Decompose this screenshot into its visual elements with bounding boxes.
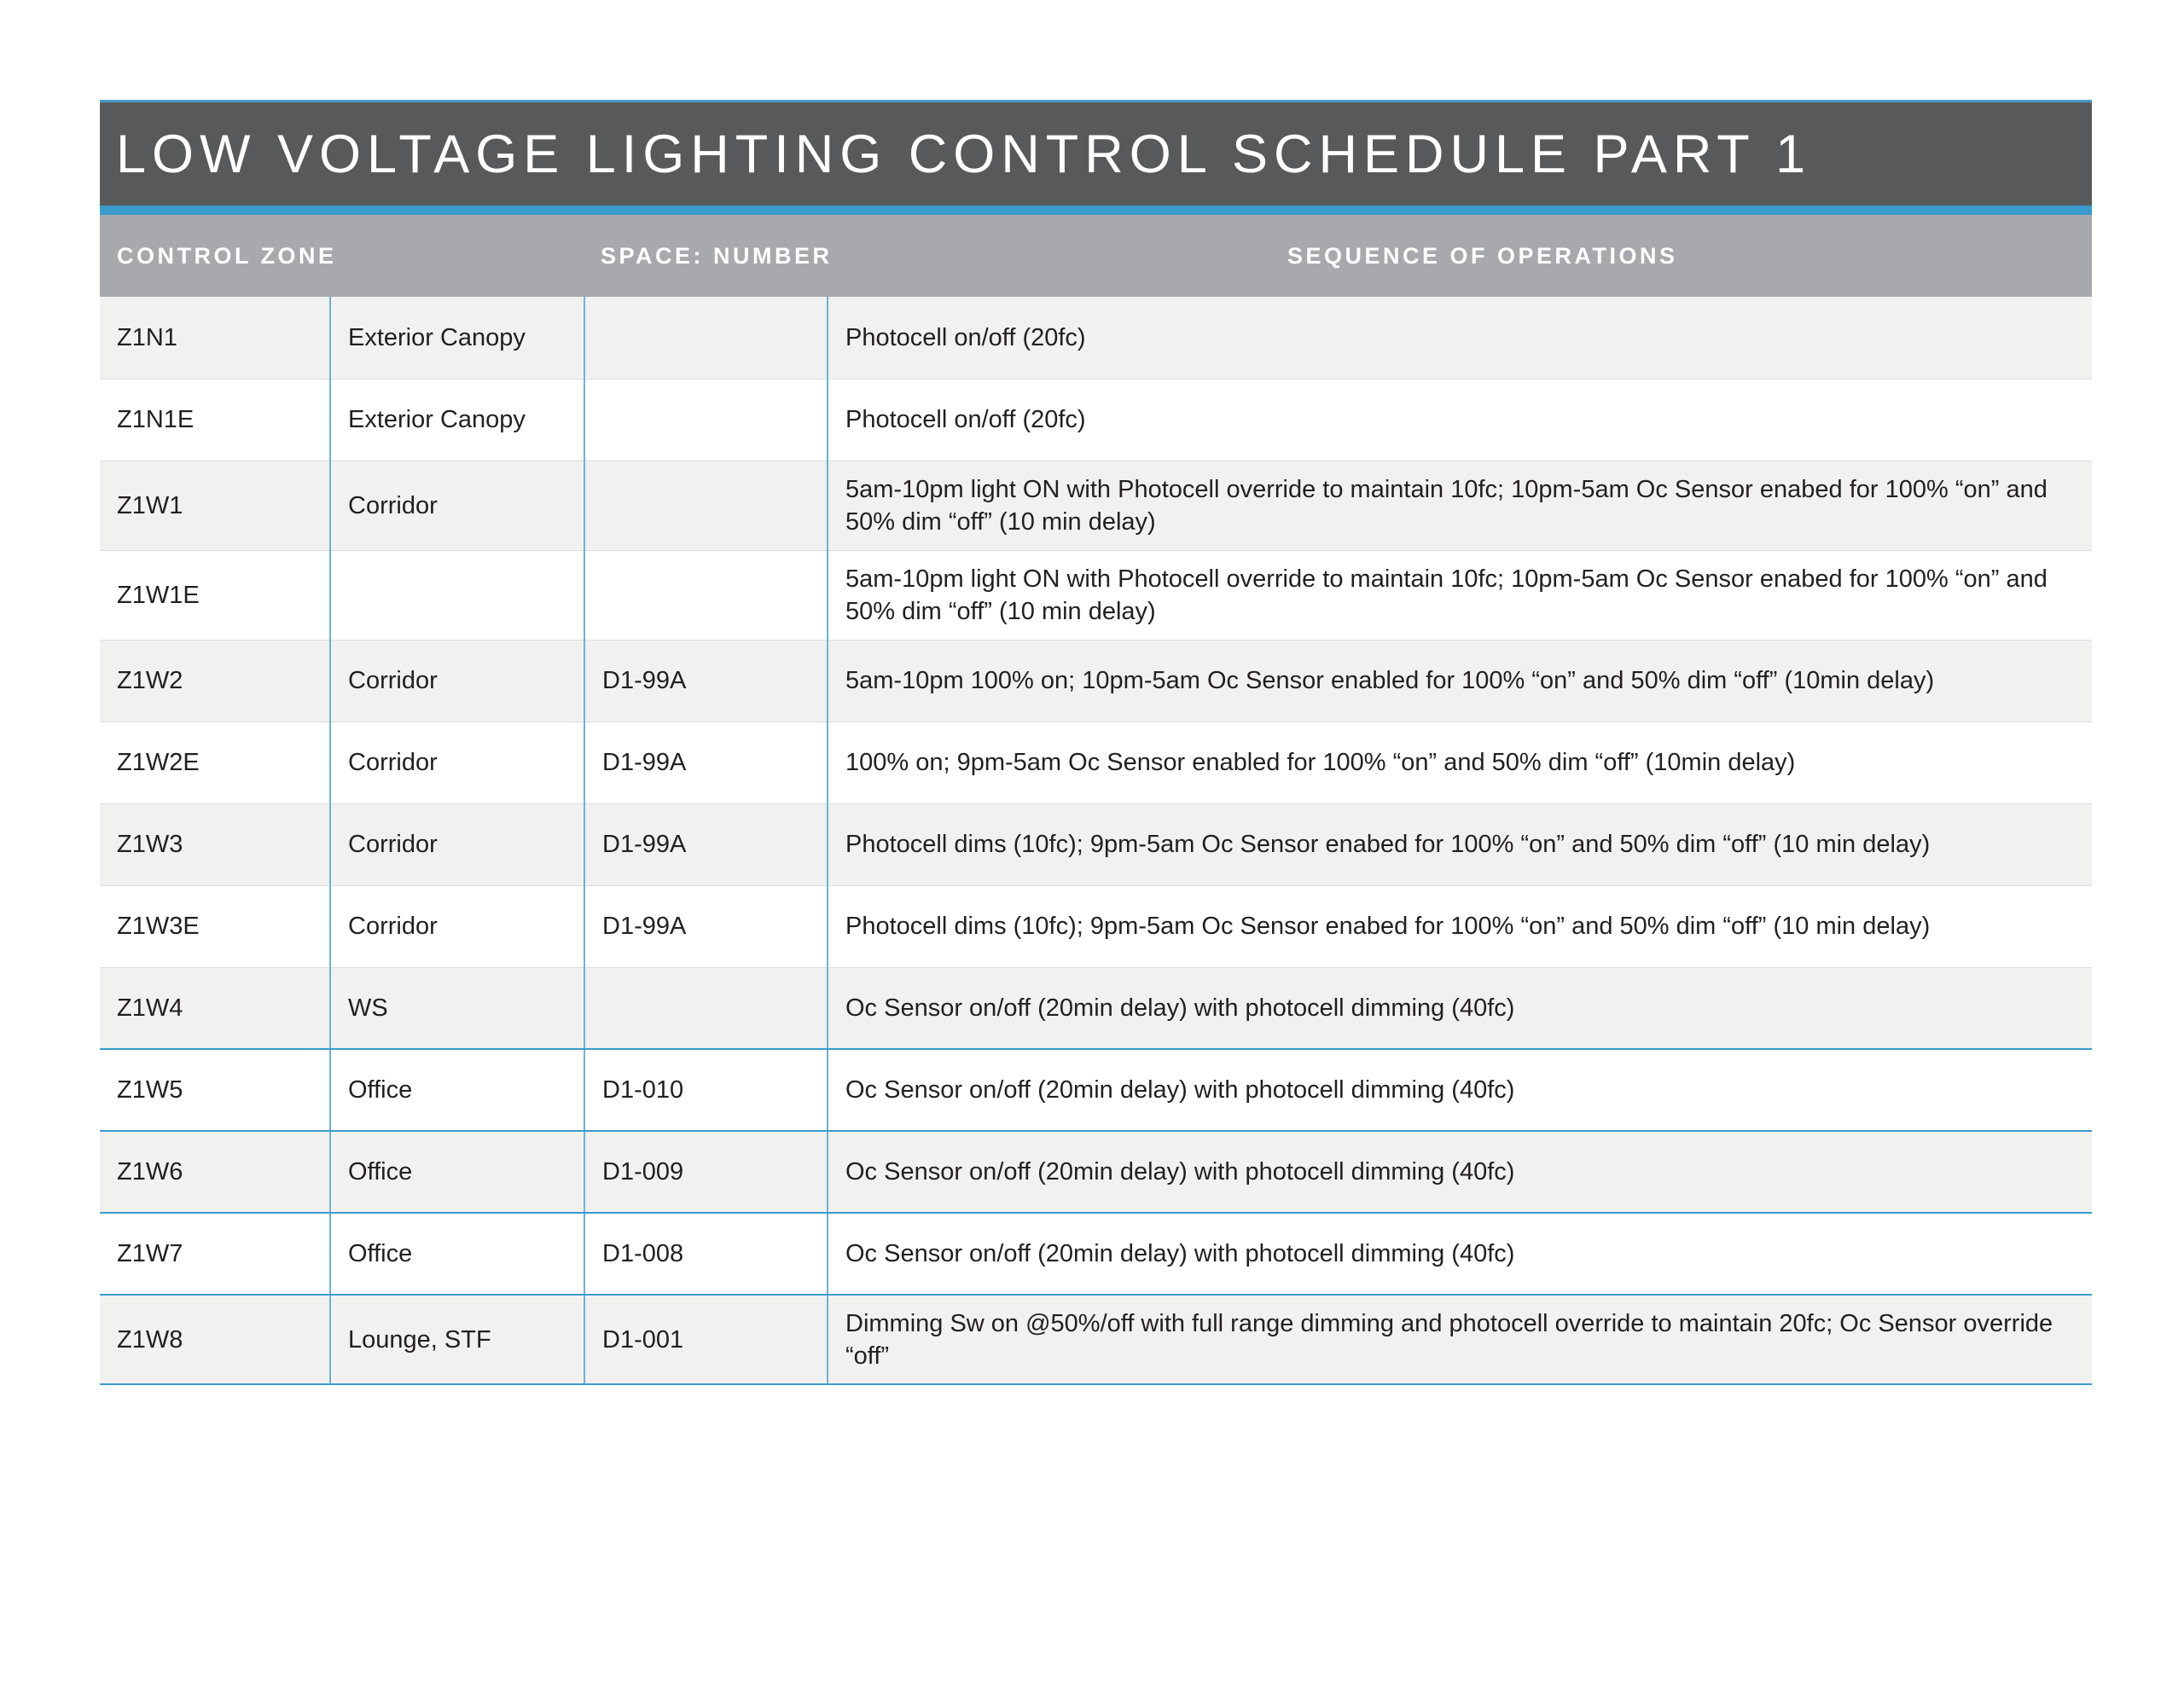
cell-number: D1-001 [584, 1295, 828, 1384]
header-control-zone: CONTROL ZONE [117, 242, 337, 269]
table-row [100, 1295, 2092, 1384]
table-row [100, 461, 2092, 550]
cell-sequence: Photocell on/off (20fc) [828, 297, 2092, 379]
title-bar [100, 100, 2092, 206]
cell-sequence: 100% on; 9pm-5am Oc Sensor enabled for 100% “on” and 50% dim “off” (10min delay) [828, 722, 2092, 803]
cell-space: Office [330, 1049, 584, 1131]
cell-sequence: Oc Sensor on/off (20min delay) with photocell dimming (40fc) [828, 1131, 2092, 1213]
accent-strip [100, 206, 2092, 215]
cell-sequence: Oc Sensor on/off (20min delay) with photocell dimming (40fc) [828, 967, 2092, 1049]
cell-zone: Z1W8 [100, 1295, 330, 1384]
cell-sequence: Photocell on/off (20fc) [828, 379, 2092, 461]
cell-zone: Z1W1E [100, 550, 330, 640]
table-row [100, 967, 2092, 1049]
page-title: LOW VOLTAGE LIGHTING CONTROL SCHEDULE PART 1 [116, 124, 1812, 184]
cell-number [584, 297, 828, 379]
cell-number: D1-99A [584, 722, 828, 803]
table-row [100, 722, 2092, 803]
table-row [100, 550, 2092, 640]
cell-number: D1-009 [584, 1131, 828, 1213]
table-row [100, 1049, 2092, 1131]
cell-zone: Z1W3 [100, 803, 330, 885]
cell-space [330, 550, 584, 640]
cell-space: Corridor [330, 640, 584, 722]
cell-sequence: Photocell dims (10fc); 9pm-5am Oc Sensor enabed for 100% “on” and 50% dim “off” (10 min delay) [828, 885, 2092, 967]
cell-zone: Z1W7 [100, 1213, 330, 1295]
cell-number: D1-008 [584, 1213, 828, 1295]
cell-number: D1-99A [584, 885, 828, 967]
schedule-table [100, 297, 2092, 1385]
table-row [100, 379, 2092, 461]
table-header [100, 215, 2092, 297]
cell-space: Corridor [330, 803, 584, 885]
table-row [100, 640, 2092, 722]
table-row [100, 885, 2092, 967]
cell-zone: Z1W2E [100, 722, 330, 803]
header-space-number: SPACE: NUMBER [601, 242, 833, 269]
cell-zone: Z1N1E [100, 379, 330, 461]
cell-sequence: 5am-10pm light ON with Photocell override to maintain 10fc; 10pm-5am Oc Sensor enabed for 100% “on” and 50% dim “off” (10 min delay) [828, 550, 2092, 640]
cell-space: Office [330, 1213, 584, 1295]
cell-number: D1-99A [584, 640, 828, 722]
cell-zone: Z1W6 [100, 1131, 330, 1213]
cell-space: WS [330, 967, 584, 1049]
cell-zone: Z1W1 [100, 461, 330, 550]
cell-zone: Z1W5 [100, 1049, 330, 1131]
cell-zone: Z1N1 [100, 297, 330, 379]
cell-sequence: Oc Sensor on/off (20min delay) with photocell dimming (40fc) [828, 1213, 2092, 1295]
cell-space: Lounge, STF [330, 1295, 584, 1384]
cell-sequence: Dimming Sw on @50%/off with full range dimming and photocell override to maintain 20fc; Oc Sensor override “off” [828, 1295, 2092, 1384]
cell-number [584, 967, 828, 1049]
header-sequence: SEQUENCE OF OPERATIONS [1287, 242, 1678, 269]
cell-space: Exterior Canopy [330, 297, 584, 379]
cell-number [584, 379, 828, 461]
cell-space: Office [330, 1131, 584, 1213]
cell-sequence: Oc Sensor on/off (20min delay) with photocell dimming (40fc) [828, 1049, 2092, 1131]
cell-sequence: Photocell dims (10fc); 9pm-5am Oc Sensor enabed for 100% “on” and 50% dim “off” (10 min delay) [828, 803, 2092, 885]
cell-number: D1-010 [584, 1049, 828, 1131]
cell-number: D1-99A [584, 803, 828, 885]
cell-space: Corridor [330, 461, 584, 550]
cell-sequence: 5am-10pm light ON with Photocell override to maintain 10fc; 10pm-5am Oc Sensor enabed for 100% “on” and 50% dim “off” (10 min delay) [828, 461, 2092, 550]
cell-number [584, 550, 828, 640]
cell-space: Exterior Canopy [330, 379, 584, 461]
cell-zone: Z1W4 [100, 967, 330, 1049]
table-row [100, 297, 2092, 379]
table-row [100, 1131, 2092, 1213]
cell-space: Corridor [330, 722, 584, 803]
cell-zone: Z1W3E [100, 885, 330, 967]
table-row [100, 1213, 2092, 1295]
cell-number [584, 461, 828, 550]
cell-space: Corridor [330, 885, 584, 967]
schedule-sheet [100, 100, 2092, 1385]
cell-sequence: 5am-10pm 100% on; 10pm-5am Oc Sensor enabled for 100% “on” and 50% dim “off” (10min delay) [828, 640, 2092, 722]
cell-zone: Z1W2 [100, 640, 330, 722]
table-row [100, 803, 2092, 885]
